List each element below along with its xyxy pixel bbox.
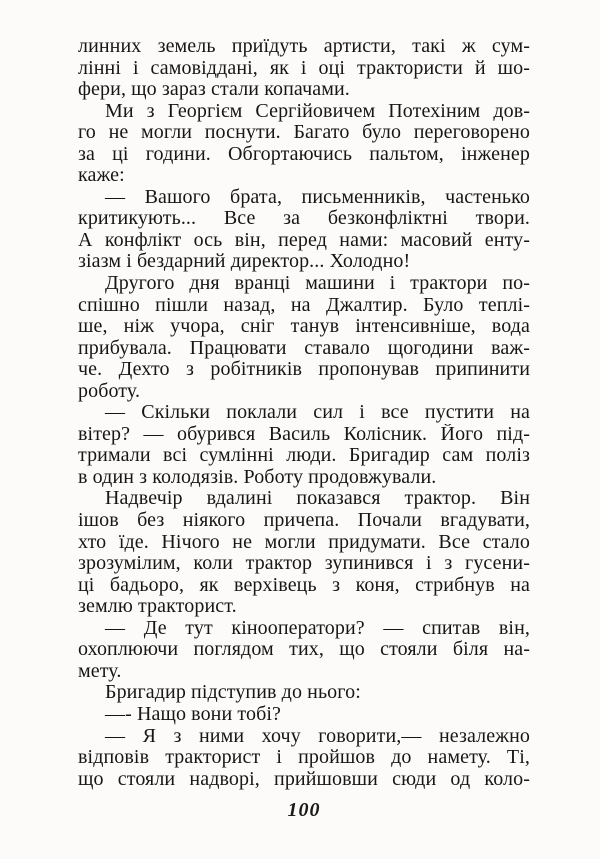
text-line: каже:	[78, 165, 125, 187]
text-line: че. Дехто з робітників пропонував припинити	[78, 359, 530, 381]
text-line: Другого дня вранці машини і трактори по-	[105, 273, 530, 295]
text-line: ше, ніж учора, сніг танув інтенсивніше, вода	[78, 316, 530, 338]
text-line: тримали всі сумлінні люди. Бригадир сам поліз	[78, 445, 530, 467]
text-line: за ці години. Обгортаючись пальтом, інженер	[78, 143, 530, 165]
text-line: А конфлікт ось він, перед нами: масовий енту-	[78, 229, 530, 251]
text-line: Ми з Георгієм Сергійовичем Потехіним дов-	[105, 100, 530, 122]
text-line: зрозумілим, коли трактор зупинився і з гусени-	[78, 553, 530, 575]
text-line: спішно пішли назад, на Джалтир. Було теплі-	[78, 294, 530, 316]
text-line: — Скільки поклали сил і все пустити на	[105, 402, 530, 424]
text-line: Бригадир підступив до нього:	[105, 682, 361, 704]
text-line: критикують... Все за безконфліктні твори.	[78, 208, 530, 230]
text-line: —- Нащо вони тобі?	[105, 703, 281, 725]
text-line: ішов без ніякого причепа. Почали вгадувати,	[78, 510, 530, 532]
text-block	[78, 36, 530, 790]
text-line: зіазм і бездарний директор... Холодно!	[78, 251, 411, 273]
text-line: Надвечір вдалині показався трактор. Він	[105, 488, 530, 510]
text-line: — Де тут кінооператори? — спитав він,	[105, 617, 530, 639]
text-line: в один з колодязів. Роботу продовжували.	[78, 466, 437, 488]
text-line: роботу.	[78, 380, 141, 402]
text-line: хто їде. Нічого не могли придумати. Все стало	[78, 531, 530, 553]
text-line: що стояли надворі, прийшовши сюди од коло-	[78, 768, 530, 790]
text-line: — Вашого брата, письменників, частенько	[105, 186, 530, 208]
text-line: вітер? — обурився Василь Колісник. Його під-	[78, 423, 530, 445]
page-number: 100	[287, 799, 321, 821]
text-line: — Я з ними хочу говорити,— незалежно	[105, 725, 530, 747]
text-line: линних земель приїдуть артисти, такі ж сум-	[78, 36, 530, 57]
text-line: ці бадьоро, як верхівець з коня, стрибнув на	[78, 574, 530, 596]
text-line: фери, що зараз стали копачами.	[78, 79, 350, 101]
text-line: прибувала. Працювати ставало щогодини важ-	[78, 337, 530, 359]
text-line: землю тракторист.	[78, 596, 237, 618]
text-line: відповів тракторист і пройшов до намету. Ті,	[78, 747, 530, 769]
text-line: мету.	[78, 660, 122, 682]
text-line: охоплюючи поглядом тих, що стояли біля на-	[78, 639, 530, 661]
text-line: лінні і самовіддані, як і оці трактористи й шо-	[78, 57, 530, 79]
text-line: го не могли поснути. Багато було переговорено	[78, 122, 530, 144]
